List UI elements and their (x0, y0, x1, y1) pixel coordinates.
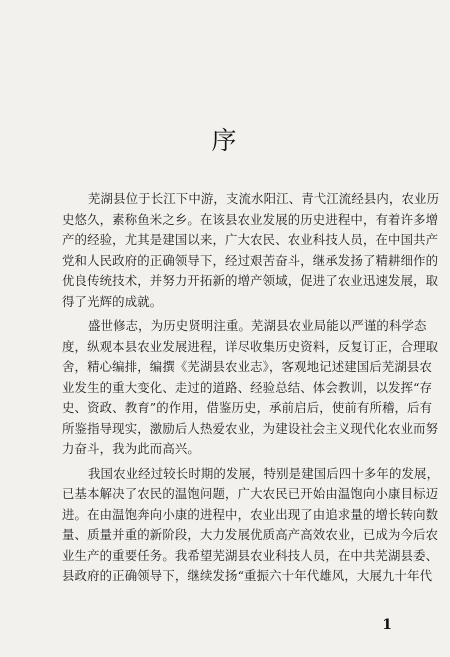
text-line: 史悠久，素称鱼米之乡。在该县农业发展的历史进程中，有着许多增 (62, 211, 439, 227)
preface-body (62, 189, 440, 591)
text-line: 业生产的重要任务。我希望芜湖县农业科技人员，在中共芜湖县委、 (62, 547, 439, 563)
text-line: 优良传统技术，并努力开拓新的增产领域，促进了农业迅速发展，取 (62, 273, 439, 288)
text-line: 所鉴指导现实，激励后人热爱农业，为建设社会主义现代化农业而努 (62, 420, 439, 436)
text-line: 党和人民政府的正确领导下，经过艰苦奋斗，继承发扬了精耕细作的 (62, 252, 439, 268)
text-line: 力奋斗，我为此而高兴。 (62, 441, 200, 456)
text-line: 县政府的正确领导下，继续发扬“重振六十年代雄风，大展九十年代 (62, 568, 433, 583)
paragraph-3 (62, 464, 440, 587)
page-title: 序 (211, 126, 239, 155)
paragraph-2 (62, 316, 439, 460)
text-line: 业发生的重大变化、走过的道路、经验总结、体会教训，以发挥“存 (62, 379, 433, 395)
text-line: 量、质量并重的新阶段，大力发展优质高产高效农业，已成为今后农 (62, 527, 439, 542)
text-line: 史、资政、教育”的作用，借鉴历史，承前启后，使前有所稽，后有 (62, 400, 433, 415)
text-line: 已基本解决了农民的温饱问题，广大农民已开始由温饱向小康目标迈 (62, 486, 439, 501)
text-line: 得了光辉的成就。 (62, 293, 163, 309)
text-line: 进。在由温饱奔向小康的进程中，农业出现了由追求量的增长转向数 (62, 506, 439, 522)
text-line: 盛世修志，为历史贤明注重。芜湖县农业局能以严谨的科学态 (88, 318, 427, 333)
text-line: 度，纵观本县农业发展进程，详尽收集历史资料，反复订正，合理取 (62, 338, 439, 354)
page-number: 1 (382, 617, 392, 633)
paragraph-1 (62, 189, 440, 312)
text-line: 产的经验，尤其是建国以来，广大农民、农业科技人员，在中国共产 (62, 232, 439, 247)
text-line: 舍，精心编排，编撰《芜湖县农业志》，客观地记述建国后芜湖县农 (62, 359, 433, 374)
text-line: 芜湖县位于长江下中游，支流水阳江、青弋江流经县内，农业历 (88, 191, 440, 206)
text-line: 我国农业经过较长时期的发展，特别是建国后四十多年的发展， (88, 465, 440, 481)
